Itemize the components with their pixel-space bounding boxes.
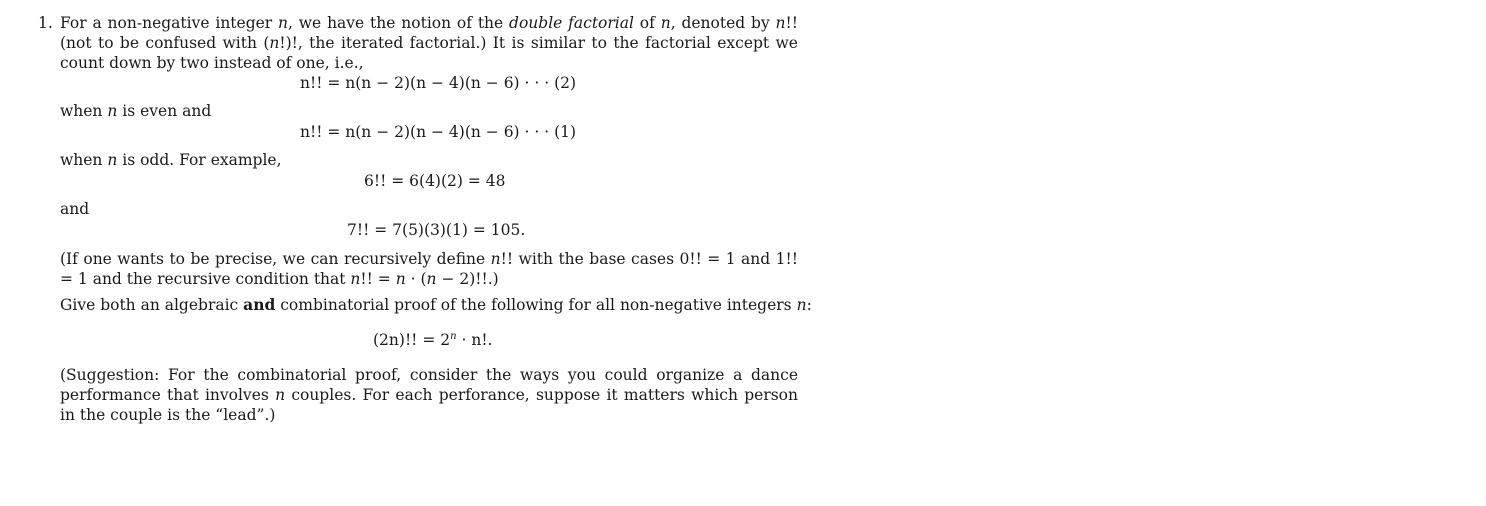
- when-odd-text: when n is odd. For example,: [60, 151, 282, 169]
- and-text: and: [60, 200, 90, 218]
- emphasis-double-factorial: double factorial: [509, 14, 634, 32]
- main-equation: (2n)!! = $2^n \cdot n$!.: [373, 331, 493, 349]
- recursive-definition-paragraph: (If one wants to be precise, we can recursively define n!! with the base cases 0!! = 1 and 1!! = 1 and the recursive condition that n!! = n · (n − 2)!!.): [60, 250, 798, 288]
- problem-number: 1.: [38, 14, 53, 32]
- bold-and: and: [243, 295, 276, 314]
- when-even-text: when n is even and: [60, 102, 212, 120]
- equation-six-example: 6!! = 6(4)(2) = 48: [364, 172, 506, 190]
- intro-paragraph: For a non-negative integer n, we have the notion of the double factorial of n, denoted by n!! (not to be confused with (n!)!, the iterated factorial.) It is similar to the factorial except we count down by two instead of one, i.e.,: [60, 14, 798, 72]
- task-statement: Give both an algebraic and combinatorial proof of the following for all non-negative integers n:: [60, 295, 812, 314]
- suggestion-paragraph: (Suggestion: For the combinatorial proof, consider the ways you could organize a dance performance that involves n couples. For each perforance, suppose it matters which person in the couple is the “lead”.): [60, 366, 798, 424]
- equation-seven-example: 7!! = 7(5)(3)(1) = 105.: [347, 221, 526, 239]
- equation-odd: n!! = n(n − 2)(n − 4)(n − 6) · · · (1): [300, 123, 577, 141]
- equation-even: n!! = n(n − 2)(n − 4)(n − 6) · · · (2): [300, 74, 577, 92]
